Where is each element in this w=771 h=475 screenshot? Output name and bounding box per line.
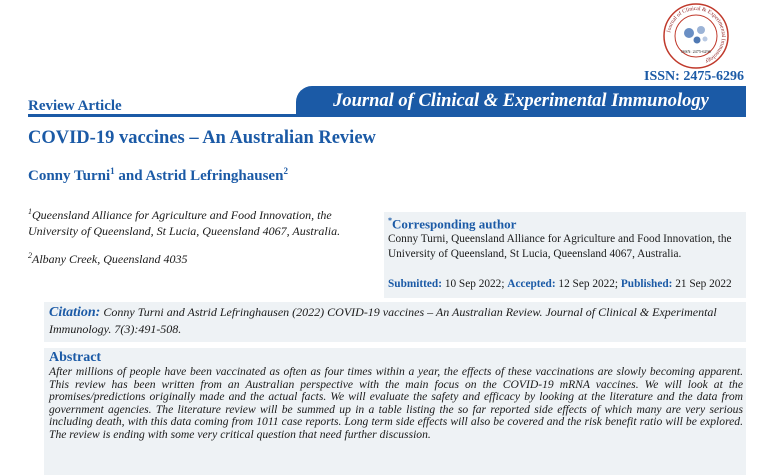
submitted-label: Submitted:	[388, 278, 442, 290]
citation-text: Conny Turni and Astrid Lefringhausen (2022) COVID-19 vaccines – An Australian Review. Journal of Clinical & Experimental Immunology. 7(3):491-508.	[49, 305, 717, 336]
logo-ring-text: Journal of Clinical & Experimental Immunology	[666, 5, 727, 65]
corresponding-marker: *	[388, 216, 392, 225]
abstract-text: After millions of people have been vaccinated as often as four times within a year, the effects of these vaccinations are slowly becoming apparent. This review has been written from an Australian perspective with the main focus on the COVID-19 mRNA vaccines. We will look at the promises/predictions originally made and the actual facts. We will evaluate the safety and efficacy by looking at the literature and the data from government agencies. The literature review will be summed up in a table listing the so far reported side effects of which many are very serious including death, with this data coming from 1011 case reports. Long term side effects will also be covered and the risk benefit ratio will be explored. The review is ending with some very critical question that need further discussion.	[49, 365, 743, 441]
affiliation-text: Albany Creek, Queensland 4035	[32, 252, 188, 266]
affiliation-text: Queensland Alliance for Agriculture and Food Innovation, the University of Queensland, St Lucia, Queensland 4067, Australia.	[28, 208, 341, 238]
abstract-heading: Abstract	[49, 350, 102, 365]
article-title: COVID-19 vaccines – An Australian Review	[28, 128, 376, 148]
citation-label: Citation:	[49, 305, 101, 320]
published-date: 21 Sep 2022	[675, 278, 732, 290]
author-line	[28, 166, 288, 185]
accepted-label: Accepted:	[507, 278, 556, 290]
corresponding-title: Corresponding author	[392, 216, 517, 232]
date-separator: ;	[614, 278, 621, 290]
logo-issn-text: ISSN: 2475-6296	[681, 49, 711, 54]
author-name[interactable]: Conny Turni	[28, 168, 111, 184]
issn-label: ISSN: 2475-6296	[644, 69, 744, 84]
published-label: Published:	[620, 278, 673, 290]
author-affiliation-marker: 2	[283, 166, 288, 176]
author-name[interactable]: Astrid Lefringhausen	[145, 168, 284, 184]
article-dates	[388, 278, 744, 290]
article-type-label: Review Article	[28, 98, 122, 114]
affiliation-1	[28, 204, 372, 239]
corresponding-author-heading	[388, 216, 516, 232]
affiliation-marker: 2	[28, 251, 32, 260]
journal-name-banner: Journal of Clinical & Experimental Immunology	[296, 86, 746, 117]
author-affiliation-marker: 1	[110, 166, 115, 176]
accepted-date: 12 Sep 2022	[558, 278, 615, 290]
citation	[49, 304, 743, 337]
corresponding-author-text: Conny Turni, Queensland Alliance for Agriculture and Food Innovation, the University of Queensland, St Lucia, Queensland 4067, Australia.	[388, 233, 732, 260]
affiliation-2	[28, 248, 372, 267]
affiliation-marker: 1	[28, 207, 32, 216]
author-separator: and	[114, 168, 146, 184]
journal-logo	[663, 3, 729, 69]
date-separator: ;	[501, 278, 508, 290]
submitted-date: 10 Sep 2022	[444, 278, 502, 290]
